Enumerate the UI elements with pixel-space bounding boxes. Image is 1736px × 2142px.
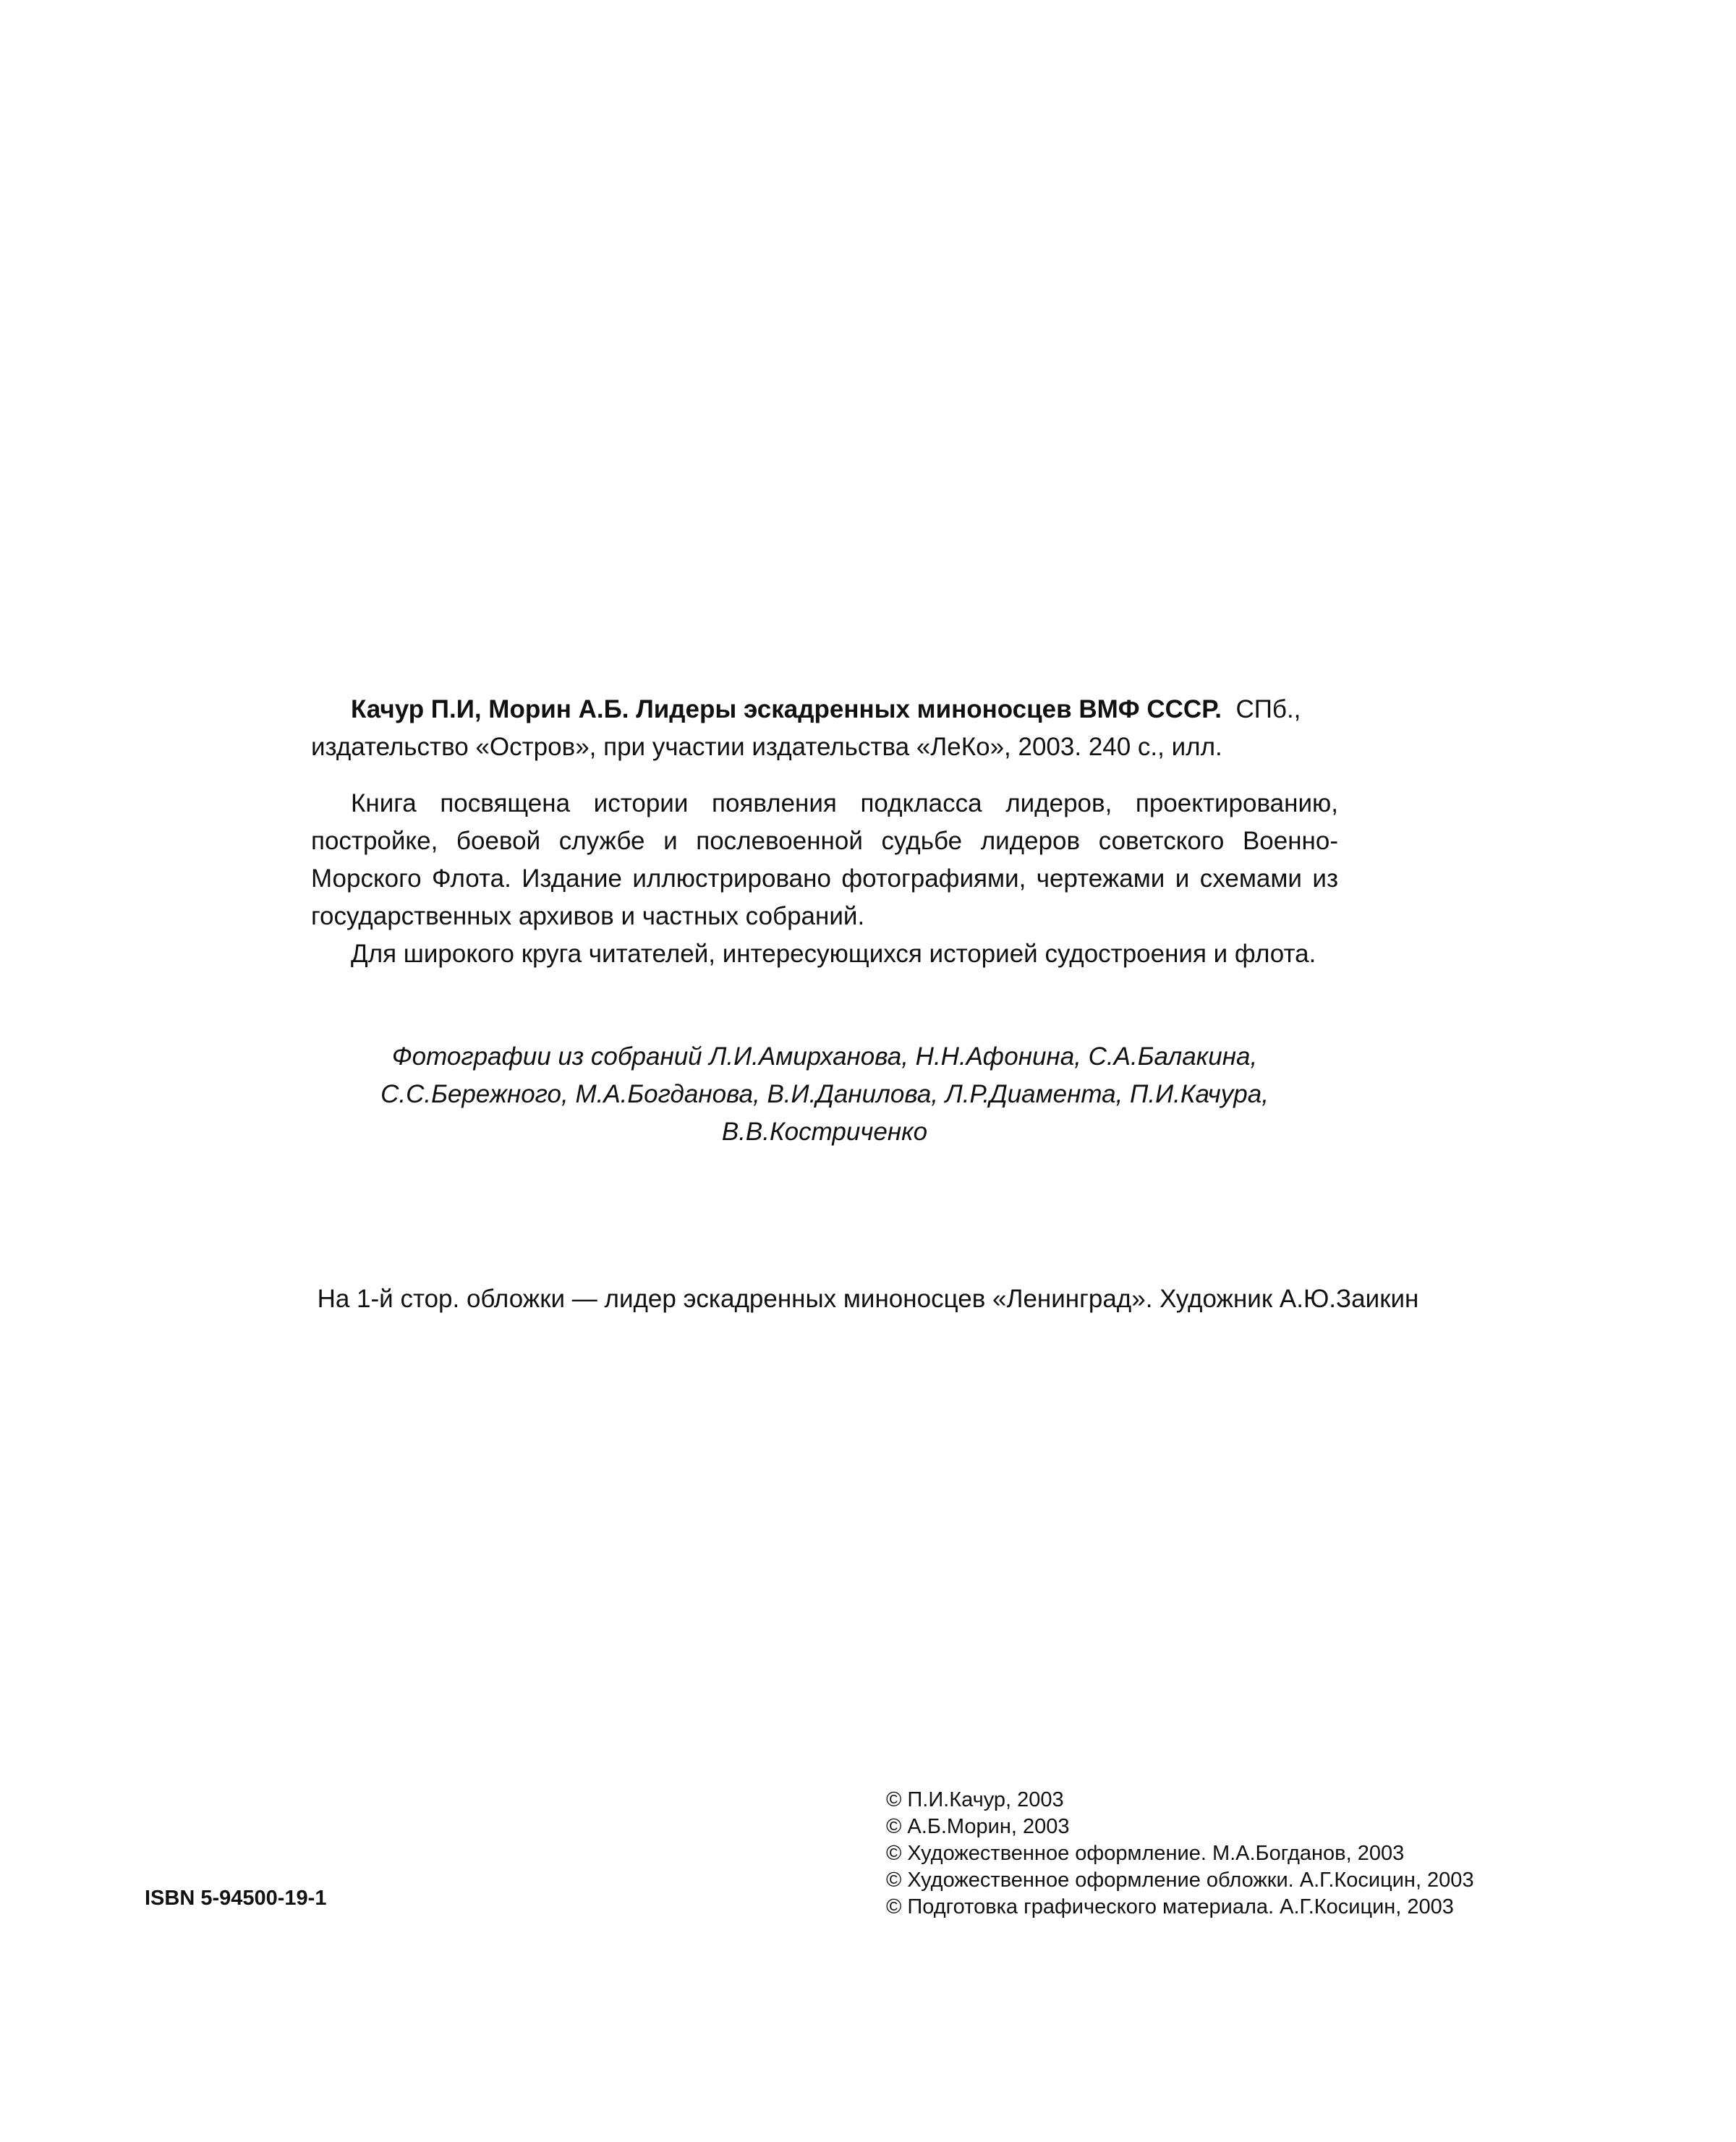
- publication-place: СПб.,: [1235, 695, 1301, 723]
- photo-credits: [311, 1038, 1338, 1151]
- copyright-line: © Подготовка графического материала. А.Г.Косицин, 2003: [886, 1895, 1454, 1918]
- bibliographic-record: [311, 691, 1338, 766]
- publisher-line: издательство «Остров», при участии издательства «ЛеКо», 2003. 240 с., илл.: [311, 733, 1222, 761]
- copyright-line: © А.Б.Морин, 2003: [886, 1815, 1070, 1838]
- copyright-line: © Художественное оформление. М.А.Богданов, 2003: [886, 1842, 1405, 1865]
- cover-note: На 1-й стор. обложки — лидер эскадренных миноносцев «Ленинград». Художник А.Ю.Заикин: [317, 1285, 1419, 1313]
- photo-credits-line-3: В.В.Костриченко: [721, 1118, 928, 1146]
- photo-credits-line-1: Фотографии из собраний Л.И.Амирханова, Н.Н.Афонина, С.А.Балакина,: [391, 1042, 1258, 1071]
- isbn-number: ISBN 5-94500-19-1: [145, 1887, 327, 1910]
- copyright-line: © Художественное оформление обложки. А.Г.Косицин, 2003: [886, 1869, 1474, 1892]
- annotation: [311, 785, 1338, 973]
- book-authors-title: Качур П.И, Морин А.Б. Лидеры эскадренных миноносцев ВМФ СССР.: [351, 695, 1222, 723]
- photo-credits-line-2: С.С.Бережного, М.А.Богданова, В.И.Данилова, Л.Р.Диамента, П.И.Качура,: [380, 1080, 1269, 1108]
- annotation-paragraph: Книга посвящена истории появления подкласса лидеров, проектированию, постройке, боевой службе и послевоенной судьбе лидеров советского Военно-Морского Флота. Издание иллюстрировано фотографиями, чертежами и схемами из государственных архивов и частных собраний.: [311, 789, 1338, 930]
- audience-paragraph: Для широкого круга читателей, интересующихся историей судостроения и флота.: [351, 940, 1316, 968]
- copyright-line: © П.И.Качур, 2003: [886, 1788, 1064, 1811]
- copyright-notices: [886, 1787, 1573, 1921]
- bibliographic-line-1: [311, 691, 1338, 728]
